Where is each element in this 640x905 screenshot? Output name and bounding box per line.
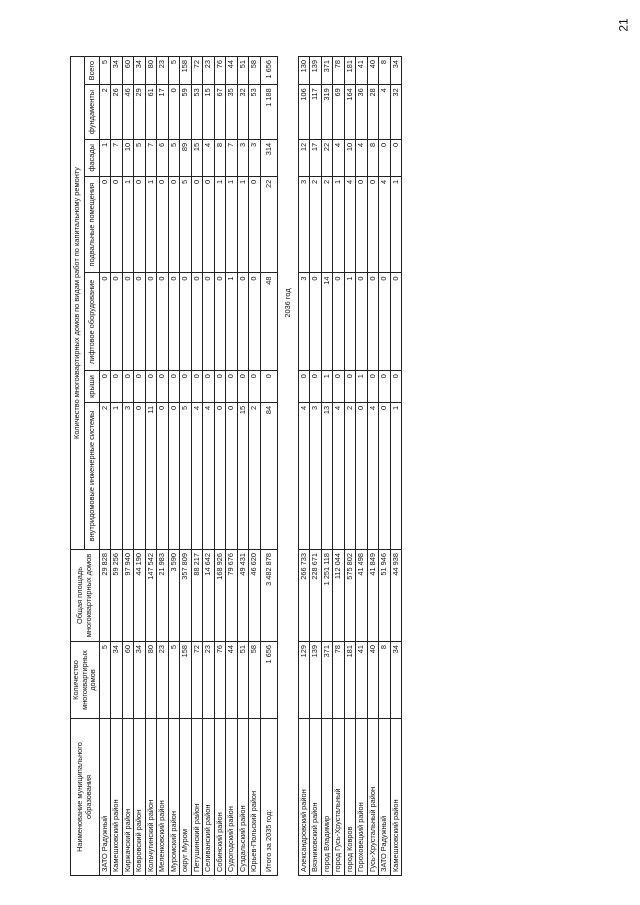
table-row: [237, 57, 249, 876]
cell-name: ЗАТО Радужный: [379, 719, 391, 876]
cell-roof: 0: [111, 371, 123, 403]
cell-roof: 0: [157, 371, 169, 403]
cell-found: 319: [321, 85, 333, 140]
cell-total: 58: [249, 57, 261, 85]
cell-area: 168 926: [214, 550, 226, 642]
cell-elev: 1: [226, 273, 238, 371]
cell-found: 36: [356, 85, 368, 140]
cell-area: 46 620: [249, 550, 261, 642]
cell-houses: 51: [237, 642, 249, 719]
table-row: [333, 57, 345, 876]
cell-houses: 60: [122, 642, 134, 719]
cell-area: 575 802: [344, 550, 356, 642]
cell-roof: 0: [99, 371, 111, 403]
cell-found: 117: [310, 85, 322, 140]
cell-roof: 1: [356, 371, 368, 403]
cell-base: 3: [298, 176, 310, 273]
cell-roof: 0: [310, 371, 322, 403]
cell-found: 26: [111, 85, 123, 140]
cell-fac: 0: [379, 139, 391, 176]
table-row: [321, 57, 333, 876]
cell-fac: 0: [390, 139, 402, 176]
table-row: [390, 57, 402, 876]
cell-eng: 5: [180, 402, 192, 549]
cell-houses: 23: [203, 642, 215, 719]
cell-name: город Ковров: [344, 719, 356, 876]
cell-total: 40: [367, 57, 379, 85]
cell-eng: 15: [237, 402, 249, 549]
cell-found: 106: [298, 85, 310, 140]
cell-fac: 5: [168, 139, 180, 176]
cell-roof: 0: [367, 371, 379, 403]
cell-name: Камешковский район: [111, 719, 123, 876]
cell-base: 1: [333, 176, 345, 273]
cell-found: 59: [180, 85, 192, 140]
cell-fac: 4: [356, 139, 368, 176]
cell-elev: 0: [180, 273, 192, 371]
cell-fac: 8: [367, 139, 379, 176]
cell-fac: 12: [298, 139, 310, 176]
header-group: Количество многоквартирных домов по видам работ по капитальному ремонту: [71, 57, 85, 550]
cell-area: 1 251 118: [321, 550, 333, 642]
cell-fac: 4: [203, 139, 215, 176]
cell-fac: 6: [157, 139, 169, 176]
cell-fac: 5: [134, 139, 146, 176]
cell-fac: 8: [214, 139, 226, 176]
cell-fac: 3: [237, 139, 249, 176]
cell-elev: 0: [249, 273, 261, 371]
cell-roof: 0: [191, 371, 203, 403]
cell-name: Гусь-Хрустальный район: [367, 719, 379, 876]
cell-total: 158: [180, 57, 192, 85]
cell-roof: 0: [226, 371, 238, 403]
cell-total: 5: [168, 57, 180, 85]
cell-found: 4: [379, 85, 391, 140]
cell-elev: 0: [168, 273, 180, 371]
cell-houses: 34: [111, 642, 123, 719]
cell-elev: 0: [99, 273, 111, 371]
cell-base: 1: [145, 176, 157, 273]
cell-area: 147 542: [145, 550, 157, 642]
cell-houses: 23: [157, 642, 169, 719]
cell-roof: 1: [321, 371, 333, 403]
cell-fac: 3: [249, 139, 261, 176]
cell-base: 0: [168, 176, 180, 273]
cell-total: 181: [344, 57, 356, 85]
cell-area: 49 431: [237, 550, 249, 642]
cell-houses: 34: [134, 642, 146, 719]
cell-area: 51 946: [379, 550, 391, 642]
cell-eng: 0: [226, 402, 238, 549]
cell-fac: 7: [226, 139, 238, 176]
cell-houses: 40: [367, 642, 379, 719]
cell-total: 1 656: [260, 57, 277, 85]
cell-name: Камешковский район: [390, 719, 402, 876]
table-row: [203, 57, 215, 876]
cell-eng: 0: [168, 402, 180, 549]
cell-elev: 48: [260, 273, 277, 371]
cell-area: 44 190: [134, 550, 146, 642]
cell-found: 53: [191, 85, 203, 140]
cell-eng: 3: [122, 402, 134, 549]
page-number: 21: [616, 18, 631, 32]
cell-houses: 78: [333, 642, 345, 719]
cell-found: 17: [157, 85, 169, 140]
header-foundation: фундаменты: [85, 85, 99, 140]
cell-total: 23: [203, 57, 215, 85]
header-engineering: внутридомовые инженерные системы: [85, 402, 99, 549]
cell-found: 67: [214, 85, 226, 140]
cell-area: 41 498: [356, 550, 368, 642]
cell-base: 0: [367, 176, 379, 273]
cell-area: 79 676: [226, 550, 238, 642]
cell-total: 34: [390, 57, 402, 85]
cell-eng: 0: [134, 402, 146, 549]
cell-name: город Владимир: [321, 719, 333, 876]
cell-name: Судогодский район: [226, 719, 238, 876]
cell-name: Киржачский район: [122, 719, 134, 876]
cell-eng: 0: [157, 402, 169, 549]
cell-elev: 0: [157, 273, 169, 371]
cell-area: 59 256: [111, 550, 123, 642]
cell-total: 60: [122, 57, 134, 85]
cell-elev: 14: [321, 273, 333, 371]
cell-eng: 13: [321, 402, 333, 549]
cell-fac: 10: [344, 139, 356, 176]
cell-area: 88 217: [191, 550, 203, 642]
cell-base: 2: [310, 176, 322, 273]
cell-total: 72: [191, 57, 203, 85]
cell-houses: 72: [191, 642, 203, 719]
cell-eng: 2: [99, 402, 111, 549]
cell-eng: 4: [298, 402, 310, 549]
cell-name: Итого за 2035 год:: [260, 719, 277, 876]
cell-eng: 2: [344, 402, 356, 549]
cell-area: 44 938: [390, 550, 402, 642]
cell-elev: 0: [134, 273, 146, 371]
cell-elev: 1: [344, 273, 356, 371]
cell-fac: 7: [111, 139, 123, 176]
cell-found: 1 188: [260, 85, 277, 140]
cell-area: 228 671: [310, 550, 322, 642]
cell-houses: 41: [356, 642, 368, 719]
table-row: [111, 57, 123, 876]
cell-found: 28: [367, 85, 379, 140]
cell-area: 97 940: [122, 550, 134, 642]
cell-name: Муромский район: [168, 719, 180, 876]
cell-elev: 0: [122, 273, 134, 371]
cell-found: 32: [390, 85, 402, 140]
table-row: [298, 57, 310, 876]
cell-name: город Гусь-Хрустальный: [333, 719, 345, 876]
cell-roof: 0: [237, 371, 249, 403]
cell-roof: 0: [180, 371, 192, 403]
cell-base: 4: [379, 176, 391, 273]
table-row: [367, 57, 379, 876]
cell-roof: 0: [298, 371, 310, 403]
cell-fac: 7: [145, 139, 157, 176]
cell-total: 23: [157, 57, 169, 85]
cell-elev: 0: [379, 273, 391, 371]
cell-roof: 0: [122, 371, 134, 403]
cell-found: 2: [99, 85, 111, 140]
cell-roof: 0: [168, 371, 180, 403]
cell-area: 3 482 878: [260, 550, 277, 642]
cell-total: 8: [379, 57, 391, 85]
cell-elev: 0: [333, 273, 345, 371]
cell-found: 53: [249, 85, 261, 140]
cell-found: 35: [226, 85, 238, 140]
table-row: [168, 57, 180, 876]
table-row: [134, 57, 146, 876]
table-row: [145, 57, 157, 876]
cell-found: 61: [145, 85, 157, 140]
cell-base: 1: [237, 176, 249, 273]
cell-fac: 89: [180, 139, 192, 176]
table-row: [180, 57, 192, 876]
header-name: Наименование муниципального образования: [71, 719, 100, 876]
section-label: 2036 год: [277, 57, 298, 550]
table-row: [157, 57, 169, 876]
cell-houses: 44: [226, 642, 238, 719]
rotated-table-container: [70, 56, 590, 876]
cell-found: 29: [134, 85, 146, 140]
cell-base: 0: [356, 176, 368, 273]
cell-elev: 0: [310, 273, 322, 371]
cell-name: ЗАТО Радужный: [99, 719, 111, 876]
cell-base: 0: [249, 176, 261, 273]
cell-total: 41: [356, 57, 368, 85]
cell-eng: 11: [145, 402, 157, 549]
table-row: [260, 57, 277, 876]
cell-roof: 0: [344, 371, 356, 403]
cell-eng: 2: [249, 402, 261, 549]
cell-fac: 4: [333, 139, 345, 176]
cell-base: 0: [157, 176, 169, 273]
cell-eng: 1: [390, 402, 402, 549]
cell-elev: 0: [111, 273, 123, 371]
table-row: [344, 57, 356, 876]
header-basement: подвальные помещения: [85, 176, 99, 273]
cell-total: 371: [321, 57, 333, 85]
cell-base: 0: [203, 176, 215, 273]
cell-area: 3 590: [168, 550, 180, 642]
cell-roof: 0: [249, 371, 261, 403]
cell-found: 32: [237, 85, 249, 140]
cell-fac: 314: [260, 139, 277, 176]
header-total: Всего: [85, 57, 99, 85]
cell-total: 5: [99, 57, 111, 85]
cell-name: Юрьев-Польский район: [249, 719, 261, 876]
cell-houses: 1 656: [260, 642, 277, 719]
cell-total: 34: [134, 57, 146, 85]
cell-area: 266 733: [298, 550, 310, 642]
table-row: [249, 57, 261, 876]
cell-area: 29 828: [99, 550, 111, 642]
cell-found: 164: [344, 85, 356, 140]
cell-eng: 3: [310, 402, 322, 549]
cell-name: Кольчугинский район: [145, 719, 157, 876]
cell-total: 76: [214, 57, 226, 85]
cell-houses: 5: [168, 642, 180, 719]
cell-houses: 139: [310, 642, 322, 719]
cell-elev: 0: [145, 273, 157, 371]
header-roof: крыши: [85, 371, 99, 403]
cell-roof: 0: [333, 371, 345, 403]
cell-base: 0: [191, 176, 203, 273]
cell-total: 78: [333, 57, 345, 85]
section-spacer: [277, 550, 298, 876]
cell-name: Александровский район: [298, 719, 310, 876]
header-elevator: лифтовое оборудование: [85, 273, 99, 371]
cell-houses: 371: [321, 642, 333, 719]
cell-eng: 4: [191, 402, 203, 549]
cell-eng: 4: [333, 402, 345, 549]
cell-elev: 0: [356, 273, 368, 371]
cell-eng: 0: [356, 402, 368, 549]
cell-base: 1: [214, 176, 226, 273]
cell-roof: 0: [260, 371, 277, 403]
cell-total: 44: [226, 57, 238, 85]
cell-base: 0: [134, 176, 146, 273]
cell-found: 46: [122, 85, 134, 140]
cell-name: Меленковский район: [157, 719, 169, 876]
cell-fac: 10: [122, 139, 134, 176]
cell-name: Гороховецкий район: [356, 719, 368, 876]
cell-area: 21 983: [157, 550, 169, 642]
section-row: [277, 57, 298, 876]
cell-total: 139: [310, 57, 322, 85]
cell-base: 1: [226, 176, 238, 273]
cell-fac: 15: [191, 139, 203, 176]
table-row: [191, 57, 203, 876]
cell-elev: 0: [191, 273, 203, 371]
cell-houses: 8: [379, 642, 391, 719]
cell-elev: 0: [237, 273, 249, 371]
cell-eng: 1: [111, 402, 123, 549]
cell-name: Селиванский район: [203, 719, 215, 876]
table-row: [310, 57, 322, 876]
cell-fac: 1: [99, 139, 111, 176]
cell-found: 0: [168, 85, 180, 140]
cell-elev: 0: [367, 273, 379, 371]
cell-eng: 84: [260, 402, 277, 549]
cell-roof: 0: [214, 371, 226, 403]
cell-eng: 0: [214, 402, 226, 549]
cell-found: 69: [333, 85, 345, 140]
cell-roof: 0: [203, 371, 215, 403]
cell-base: 0: [111, 176, 123, 273]
cell-houses: 76: [214, 642, 226, 719]
table-row: [99, 57, 111, 876]
cell-eng: 4: [367, 402, 379, 549]
cell-base: 1: [122, 176, 134, 273]
cell-base: 2: [321, 176, 333, 273]
table-row: [356, 57, 368, 876]
cell-found: 15: [203, 85, 215, 140]
cell-houses: 80: [145, 642, 157, 719]
cell-houses: 58: [249, 642, 261, 719]
header-houses: Количество многоквартирных домов: [71, 642, 100, 719]
cell-name: Петушинский район: [191, 719, 203, 876]
cell-houses: 158: [180, 642, 192, 719]
cell-name: Суздальский район: [237, 719, 249, 876]
cell-houses: 5: [99, 642, 111, 719]
cell-houses: 129: [298, 642, 310, 719]
table-row: [379, 57, 391, 876]
cell-roof: 0: [145, 371, 157, 403]
header-facade: фасады: [85, 139, 99, 176]
cell-eng: 0: [379, 402, 391, 549]
cell-roof: 0: [134, 371, 146, 403]
cell-base: 5: [180, 176, 192, 273]
cell-name: Ковровский район: [134, 719, 146, 876]
cell-elev: 0: [390, 273, 402, 371]
cell-area: 14 642: [203, 550, 215, 642]
cell-total: 80: [145, 57, 157, 85]
header-area: Общая площадь многоквартирных домов: [71, 550, 100, 642]
cell-elev: 0: [203, 273, 215, 371]
cell-houses: 181: [344, 642, 356, 719]
cell-area: 41 849: [367, 550, 379, 642]
cell-name: округ Муром: [180, 719, 192, 876]
cell-total: 51: [237, 57, 249, 85]
cell-name: Вязниковский район: [310, 719, 322, 876]
table-row: [226, 57, 238, 876]
cell-roof: 0: [379, 371, 391, 403]
cell-elev: 0: [214, 273, 226, 371]
cell-roof: 0: [390, 371, 402, 403]
table-row: [122, 57, 134, 876]
cell-total: 34: [111, 57, 123, 85]
cell-base: 22: [260, 176, 277, 273]
cell-base: 0: [99, 176, 111, 273]
cell-name: Собинский район: [214, 719, 226, 876]
capital-repair-table: [70, 56, 402, 876]
table-row: [214, 57, 226, 876]
cell-houses: 34: [390, 642, 402, 719]
cell-eng: 4: [203, 402, 215, 549]
cell-fac: 22: [321, 139, 333, 176]
cell-area: 357 809: [180, 550, 192, 642]
cell-elev: 3: [298, 273, 310, 371]
cell-fac: 17: [310, 139, 322, 176]
cell-base: 1: [390, 176, 402, 273]
cell-total: 130: [298, 57, 310, 85]
cell-area: 112 044: [333, 550, 345, 642]
cell-base: 4: [344, 176, 356, 273]
